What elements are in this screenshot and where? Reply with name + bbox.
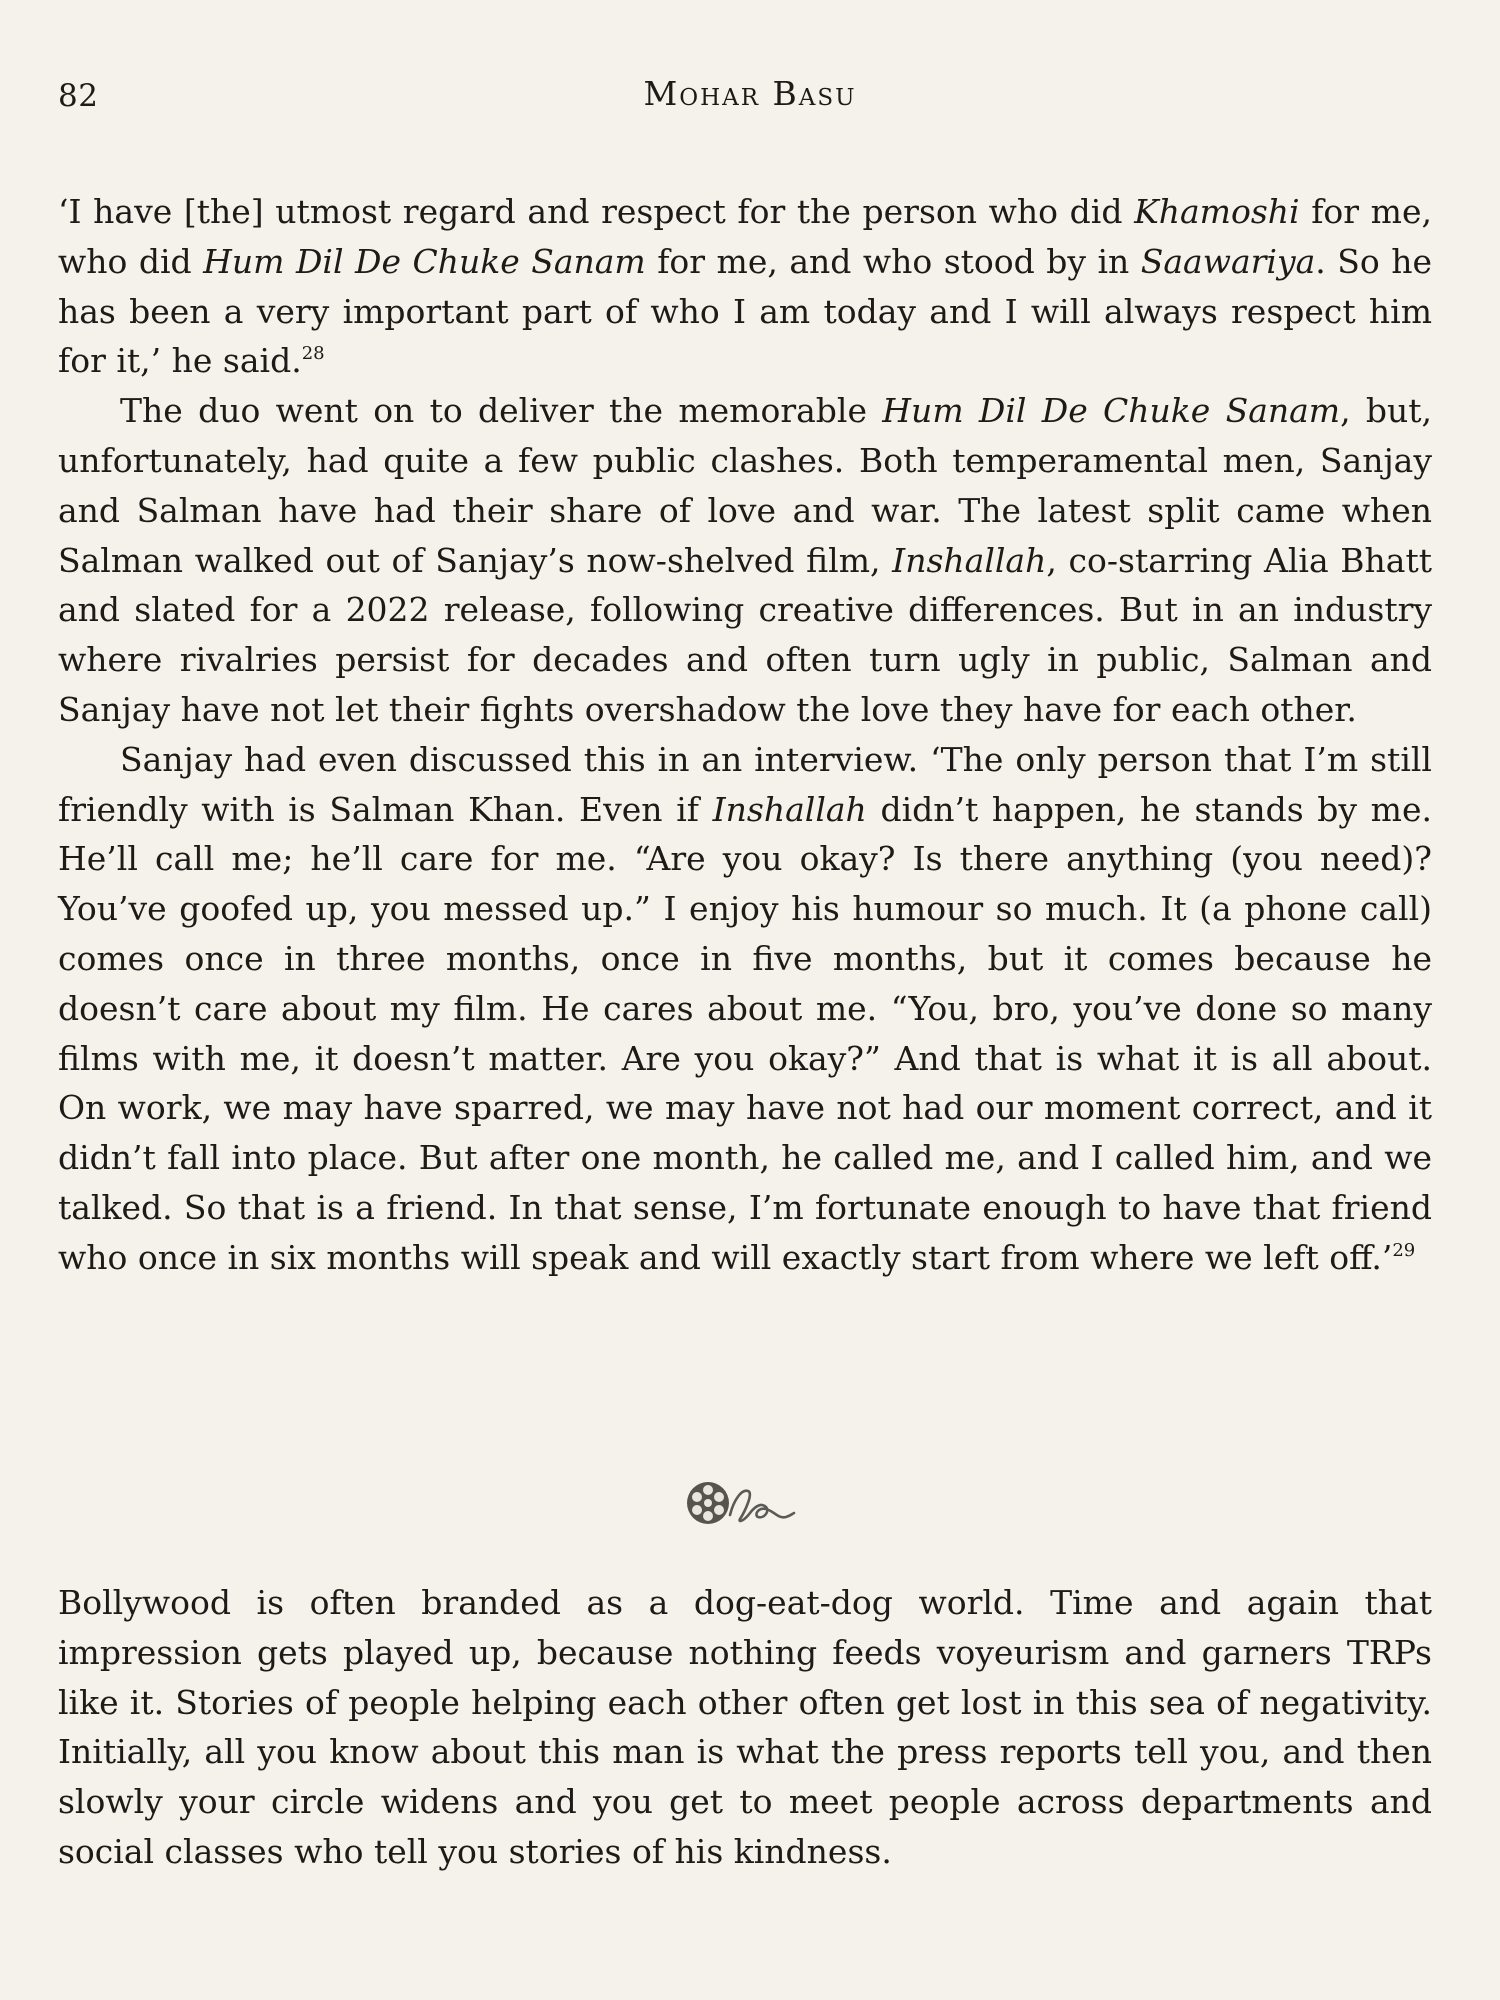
main-text-block xyxy=(58,187,1432,1283)
film-strip-flourish-icon xyxy=(730,1491,794,1521)
text-run: , co-starring Alia Bhatt and slated for a 2022 release, following creative differences. But in an industry where rivalries persist for decades and often turn ugly in public, Salman and Sanjay have not let their fights overshadow the love they have for each other. xyxy=(58,540,1432,729)
text-run: Sanjay had even discussed this in an interview. ‘The only person that I’m still friendly with is Salman Khan. Even if xyxy=(58,739,1432,829)
text-run: for me, who did xyxy=(58,192,1432,281)
closing-text-block xyxy=(58,1578,1432,1877)
film-title: Khamoshi xyxy=(1134,192,1300,231)
paragraph-interview xyxy=(58,735,1432,1283)
paragraph-bollywood: Bollywood is often branded as a dog-eat-dog world. Time and again that impression gets played up, because nothing feeds voyeurism and garners TRPs like it. Stories of people helping each other often get lost in this sea of negativity. Initially, all you know about this man is what the press reports tell you, and then slowly your circle widens and you get to meet people across departments and social classes who tell you stories of his kindness. xyxy=(58,1583,1432,1871)
paragraph-duo xyxy=(58,386,1432,735)
text-run: for me, and who stood by in xyxy=(645,241,1141,281)
text-run: ‘I have [the] utmost regard and respect for the person who did xyxy=(58,192,1135,231)
footnote-marker: 29 xyxy=(1392,1239,1416,1261)
film-title: Inshallah xyxy=(712,789,867,829)
paragraph-quote-regard xyxy=(58,187,1432,386)
footnote-marker: 28 xyxy=(301,343,325,365)
text-run: The duo went on to deliver the memorable xyxy=(120,391,883,431)
film-title: Hum Dil De Chuke Sanam xyxy=(203,241,646,281)
text-run: didn’t happen, he stands by me. He’ll call me; he’ll care for me. “Are you okay? Is there anything (you need)? You’ve goofed up, you messed up.” I enjoy his humour so much. It (a phone call) comes once in three months, once in five months, but it comes because he doesn’t care about my film. He cares about me. “You, bro, you’ve done so many films with me, it doesn’t matter. Are you okay?” And that is what it is all about. On work, we may have sparred, we may have not had our moment correct, and it didn’t fall into place. But after one month, he called me, and I called him, and we talked. So that is a friend. In that sense, I’m fortunate enough to have that friend who once in six months will speak and will exactly start from where we left off.’ xyxy=(58,789,1432,1277)
film-title: Inshallah xyxy=(892,540,1047,580)
film-reel-icon xyxy=(687,1482,729,1524)
film-title: Hum Dil De Chuke Sanam xyxy=(882,391,1341,431)
page-number: 82 xyxy=(58,78,99,114)
text-run: . So he has been a very important part of who I am today and I will always respect him for it,’ he said. xyxy=(58,241,1432,381)
text-run: , but, unfortunately, had quite a few public clashes. Both temperamental men, Sanjay and Salman have had their share of love and war. The latest split came when Salman walked out of Sanjay’s now-shelved film, xyxy=(58,391,1433,580)
film-reel-ornament-icon xyxy=(682,1475,812,1535)
film-title: Saawariya xyxy=(1140,241,1316,281)
running-head-author: Mohar Basu xyxy=(643,74,857,113)
